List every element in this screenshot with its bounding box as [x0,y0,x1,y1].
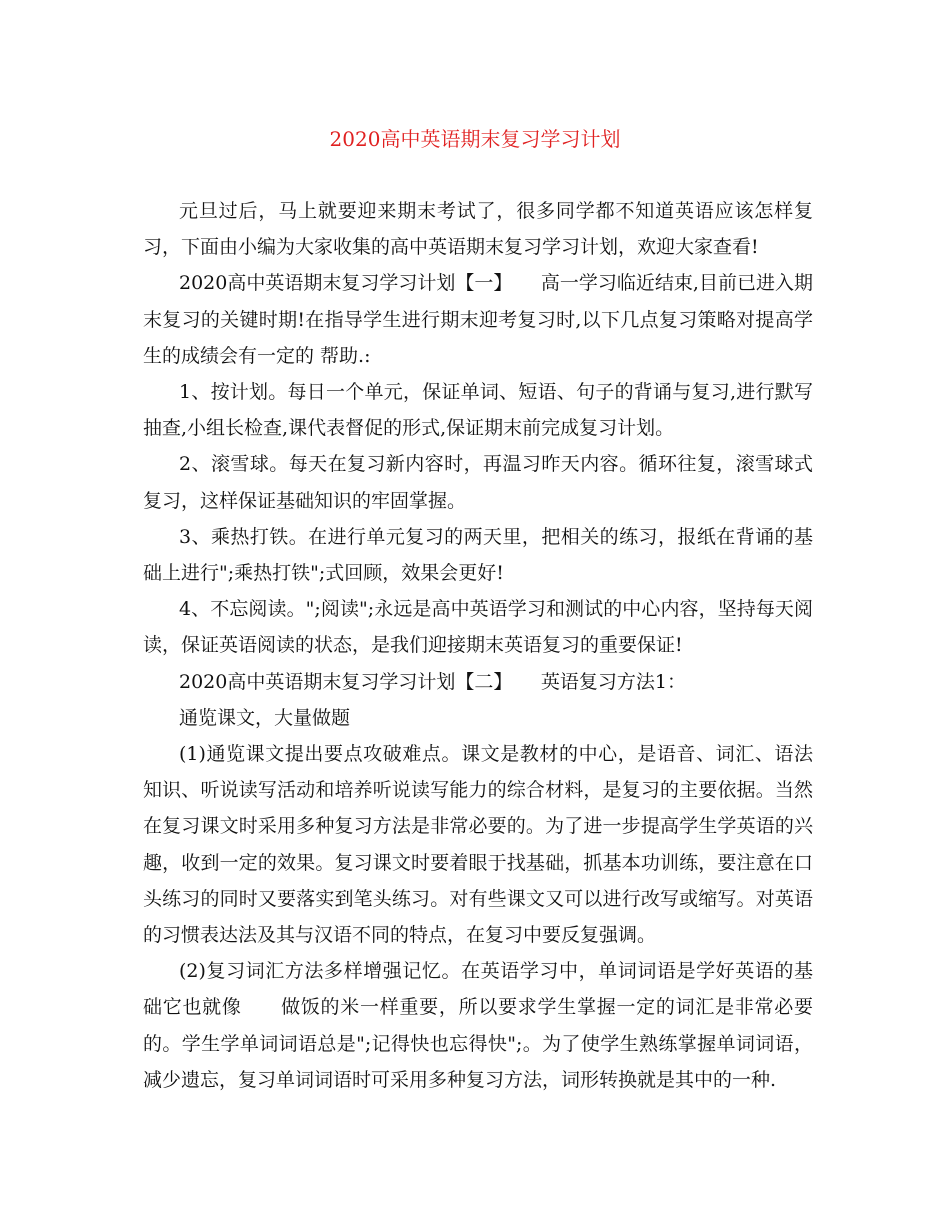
paragraph-point-4: 4、不忘阅读。";阅读";永远是高中英语学习和测试的中心内容，坚持每天阅读，保证英语阅读的状态，是我们迎接期末英语复习的重要保证! [143,598,813,657]
paragraph-point-3: 3、乘热打铁。在进行单元复习的两天里，把相关的练习，报纸在背诵的基础上进行";乘热打铁";式回顾，效果会更好! [143,525,813,585]
paragraph-method-2: (2)复习词汇方法多样增强记忆。在英语学习中，单词词语是学好英语的基础它也就像 做饭的米一样重要，所以要求学生掌握一定的词汇是非常必要的。学生学单词词语总是";记得快也忘得快";。为了使学生熟练掌握单词词语，减少遗忘，复习单词词语时可采用多种复习方法，词形转换就是其中的一种. [143,960,813,1091]
document-body [143,193,813,1098]
paragraph-point-1: 1、按计划。每日一个单元，保证单词、短语、句子的背诵与复习,进行默写抽查,小组长检查,课代表督促的形式,保证期末前完成复习计划。 [143,381,813,440]
paragraph-subheading: 通览课文，大量做题 [179,706,351,729]
paragraph-point-2: 2、滚雪球。每天在复习新内容时，再温习昨天内容。循环往复，滚雪球式复习，这样保证基础知识的牢固掌握。 [143,453,813,512]
document-title: 2020高中英语期末复习学习计划 [329,127,621,151]
paragraph-plan-one-heading: 2020高中英语期末复习学习计划【一】 高一学习临近结束,目前已进入期末复习的关键时期!在指导学生进行期末迎考复习时,以下几点复习策略对提高学生的成绩会有一定的 帮助.: [143,272,813,367]
paragraph-method-1: (1)通览课文提出要点攻破难点。课文是教材的中心，是语音、词汇、语法知识、听说读写活动和培养听说读写能力的综合材料，是复习的主要依据。当然在复习课文时采用多种复习方法是非常必要的。为了进一步提高学生学英语的兴趣，收到一定的效果。复习课文时要着眼于找基础，抓基本功训练，要注意在口头练习的同时又要落实到笔头练习。对有些课文又可以进行改写或缩写。对英语的习惯表达法及其与汉语不同的特点，在复习中要反复强调。 [143,743,813,947]
paragraph-plan-two-heading: 2020高中英语期末复习学习计划【二】 英语复习方法1： [179,670,686,693]
paragraph-intro: 元旦过后，马上就要迎来期末考试了，很多同学都不知道英语应该怎样复习，下面由小编为大家收集的高中英语期末复习学习计划，欢迎大家查看! [143,200,813,259]
